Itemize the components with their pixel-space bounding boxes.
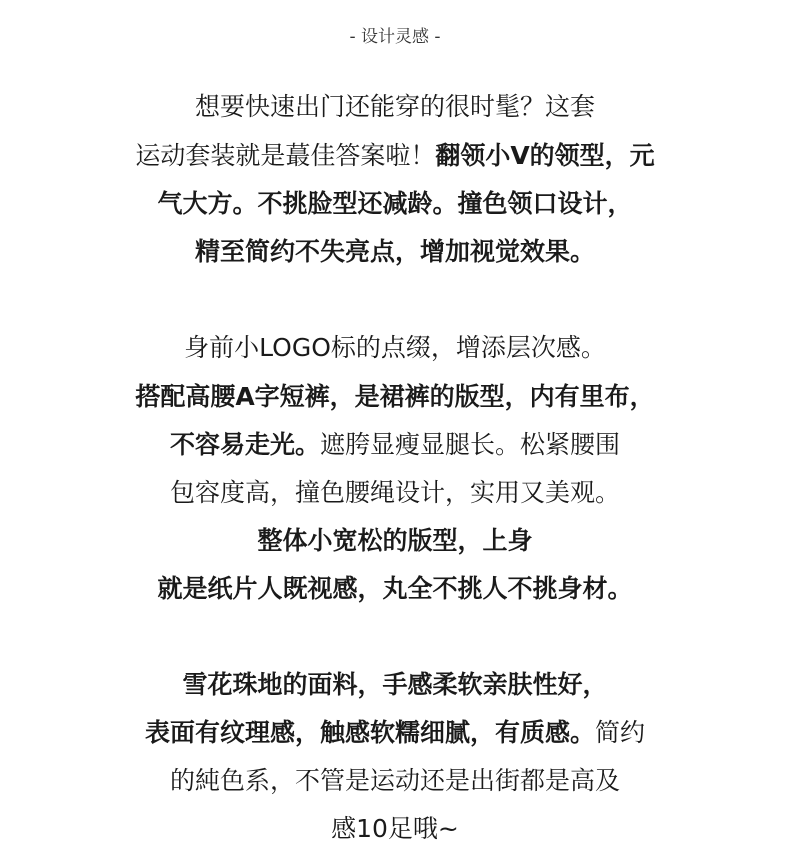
paragraph1-line3: 气大方。不挑脸型还减龄。撞色领口设计， [157, 189, 633, 218]
paragraph1-line1: 想要快速出门还能穿的很时髦？这套 [194, 92, 595, 121]
paragraph2-line2: 搭配高腰A字短裤，是裙裤的版型，内有里布， [135, 382, 655, 411]
paragraph2-line1: 身前小LOGO标的点缀，增添层次感。 [184, 333, 606, 362]
paragraph3-line1: 雪花珠地的面料，手感柔软亲肤性好， [182, 670, 608, 699]
paragraph2-line6: 就是纸片人既视感，丸全不挑人不挑身材。 [157, 574, 633, 603]
paragraph3-line2 [0, 716, 790, 750]
paragraph2-line3-bold: 不容易走光。 [169, 430, 320, 459]
paragraph2-line4: 包容度高，撞色腰绳设计，实用又美观。 [169, 478, 620, 507]
section-title: - 设计灵感 - [349, 27, 441, 47]
paragraph3-line2-bold: 表面有纹理感，触感软糯细腻，有质感。 [144, 718, 595, 747]
paragraph3-line4: 感10足哦~ [331, 814, 459, 843]
paragraph1-line4: 精至简约不失亮点，增加视觉效果。 [194, 237, 595, 266]
paragraph1-line2 [0, 139, 790, 173]
paragraph2-line3 [0, 428, 790, 462]
paragraph1-line2-bold: 翻领小V的领型，元 [435, 141, 655, 170]
paragraph1-line2-normal: 运动套装就是蕞佳答案啦！ [135, 141, 436, 170]
paragraph3-line3: 的純色系，不管是运动还是出街都是高及 [169, 766, 620, 795]
paragraph2-line3-normal: 遮胯显瘦显腿长。松紧腰围 [320, 430, 621, 459]
paragraph2-line5: 整体小宽松的版型，上身 [257, 526, 533, 555]
paragraph3-line2-normal: 简约 [595, 718, 646, 747]
